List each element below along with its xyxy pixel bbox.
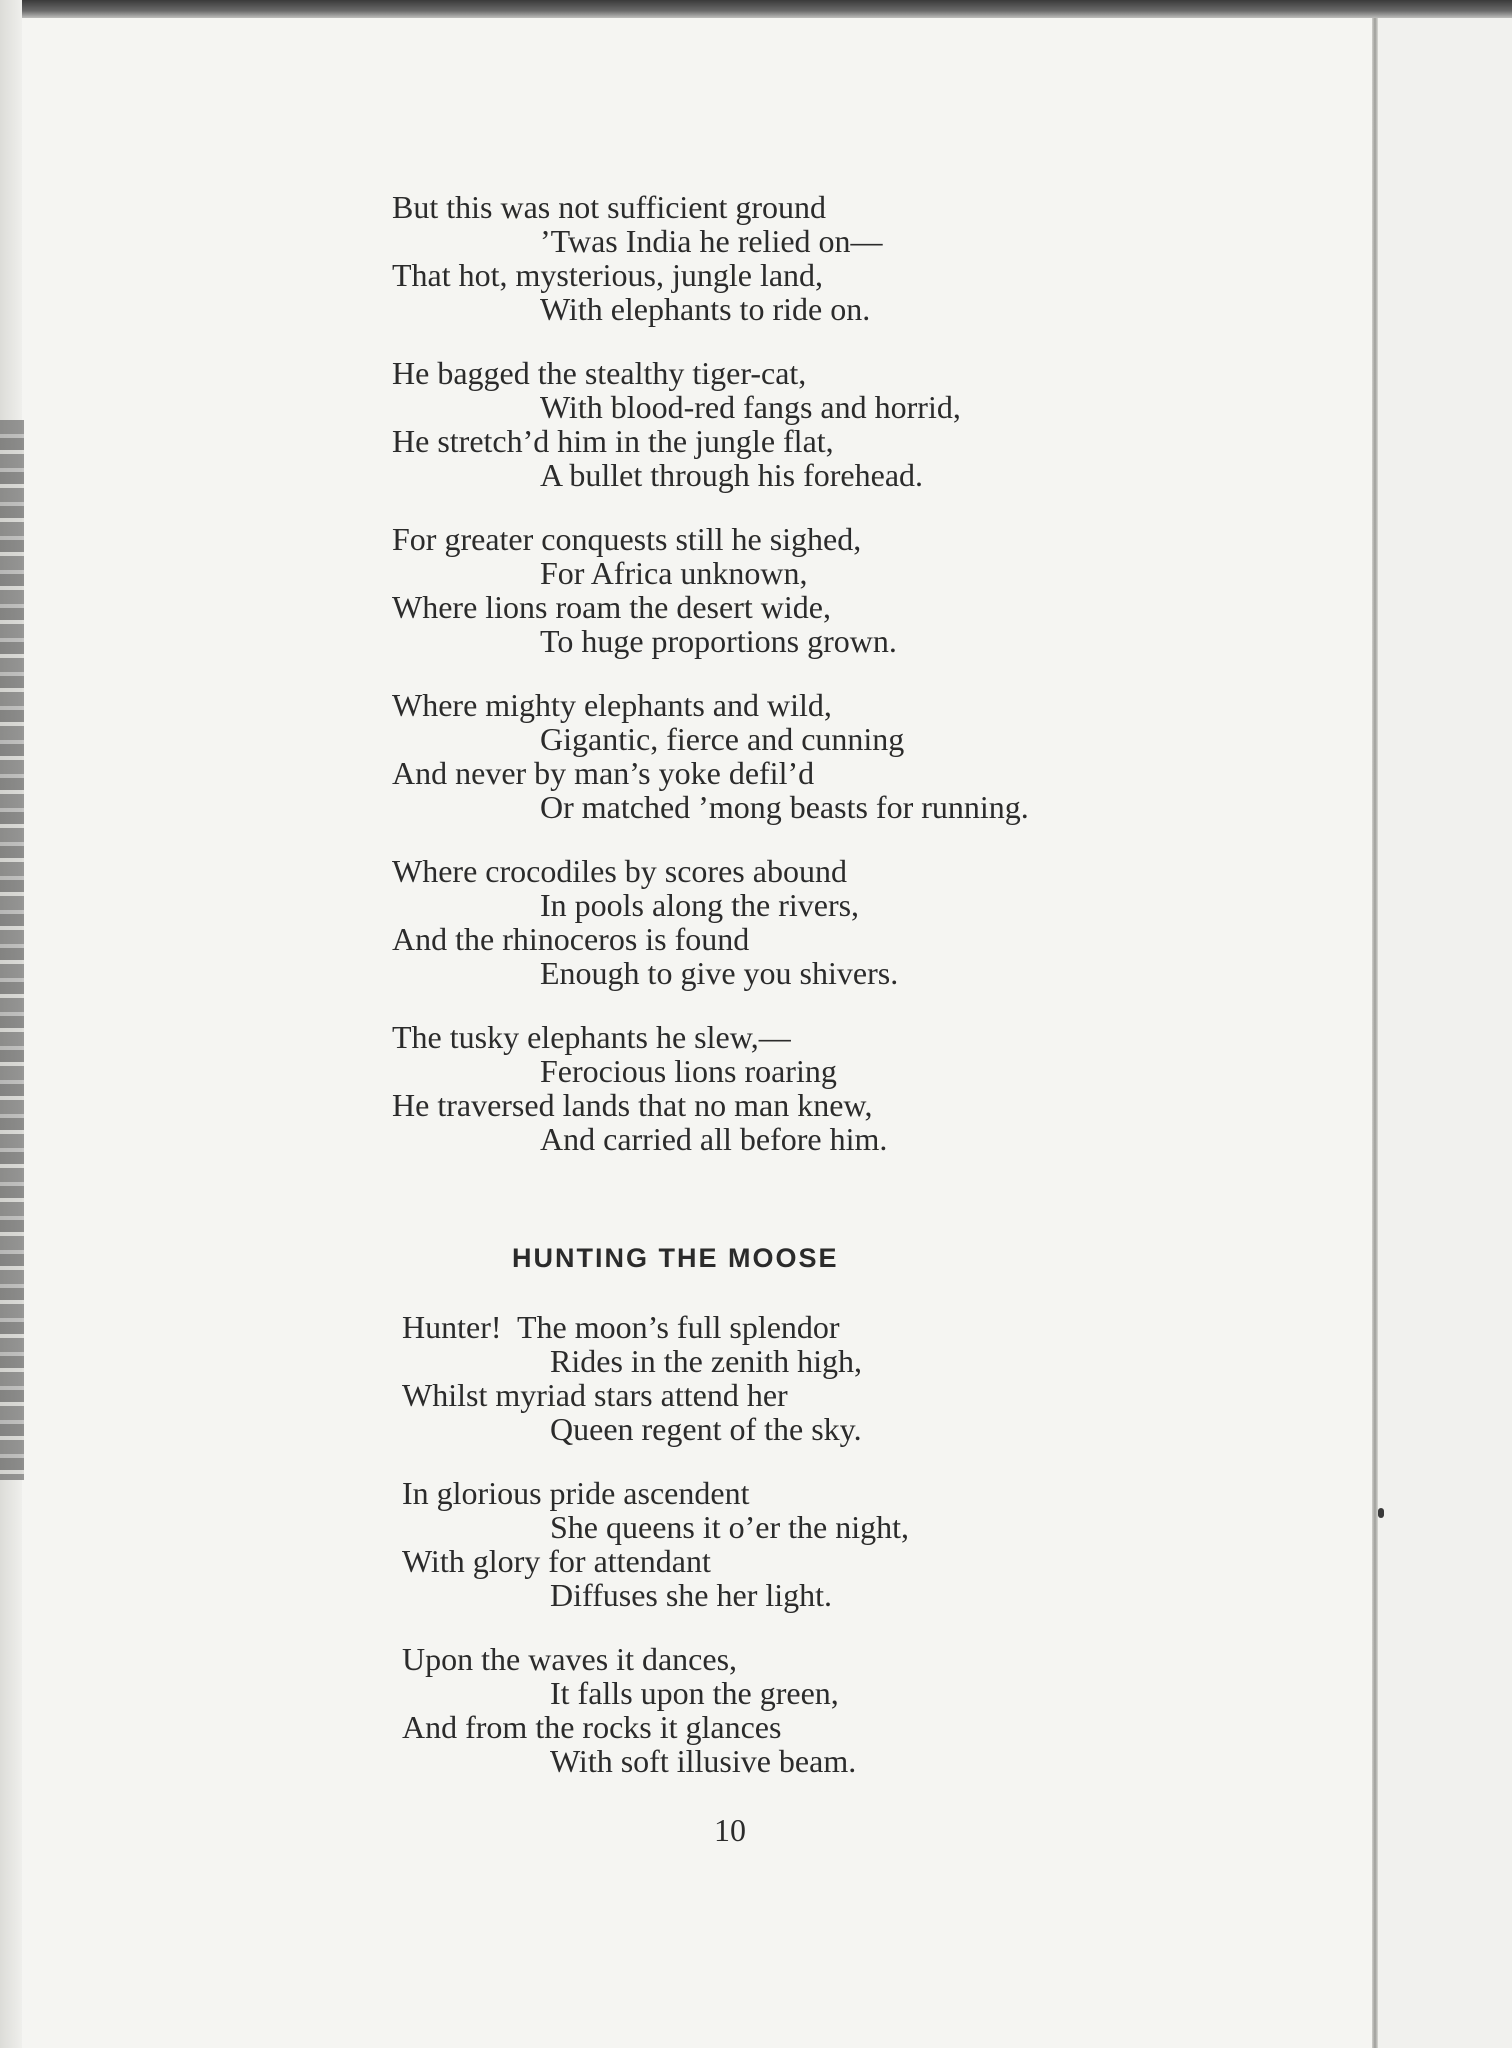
poem-line: With blood-red fangs and horrid,: [540, 389, 961, 425]
stanza: [392, 1020, 1292, 1156]
poem-line: ’Twas India he relied on—: [540, 223, 883, 259]
stanza: [392, 688, 1292, 824]
poem-line: It falls upon the green,: [550, 1675, 839, 1711]
poem-line: A bullet through his forehead.: [540, 457, 924, 493]
poem-line: Or matched ’mong beasts for running.: [540, 789, 1029, 825]
stanza: [402, 1642, 1292, 1778]
poem-line: With elephants to ride on.: [540, 291, 871, 327]
ink-speck: [1378, 1508, 1384, 1518]
stanza: [392, 190, 1292, 326]
poem-line: Queen regent of the sky.: [550, 1411, 862, 1447]
stanza: [402, 1476, 1292, 1612]
poem-line: For Africa unknown,: [540, 555, 808, 591]
spine-bleedthrough: [0, 420, 24, 1480]
poem-line: Where lions roam the desert wide,: [392, 589, 831, 625]
facing-page-edge: [1378, 18, 1512, 2048]
poem-line: He traversed lands that no man knew,: [392, 1087, 873, 1123]
stanza: [392, 356, 1292, 492]
poem-line: Ferocious lions roaring: [540, 1053, 837, 1089]
poem-line: And from the rocks it glances: [402, 1709, 782, 1745]
poem-part-2: [392, 1310, 1292, 1778]
poem-line: Upon the waves it dances,: [402, 1641, 738, 1677]
poem-line: Rides in the zenith high,: [550, 1343, 862, 1379]
poem-line: To huge proportions grown.: [540, 623, 897, 659]
poem-body: [392, 190, 1292, 1808]
poem-line: For greater conquests still he sighed,: [392, 521, 862, 557]
poem-line: He bagged the stealthy tiger-cat,: [392, 355, 807, 391]
stanza: [402, 1310, 1292, 1446]
stanza: [392, 522, 1292, 658]
poem-line: And never by man’s yoke defil’d: [392, 755, 815, 791]
poem-line: Whilst myriad stars attend her: [402, 1377, 788, 1413]
poem-line: And carried all before him.: [540, 1121, 888, 1157]
scan-top-edge: [0, 0, 1512, 18]
poem-line: She queens it o’er the night,: [550, 1509, 910, 1545]
poem-line: He stretch’d him in the jungle flat,: [392, 423, 834, 459]
poem-line: In pools along the rivers,: [540, 887, 860, 923]
poem-line: And the rhinoceros is found: [392, 921, 750, 957]
poem-line: Diffuses she her light.: [550, 1577, 833, 1613]
stanza: [392, 854, 1292, 990]
poem-line: With glory for attendant: [402, 1543, 711, 1579]
poem-line: But this was not sufficient ground: [392, 189, 827, 225]
page-number: 10: [714, 1812, 746, 1848]
poem-line: Where mighty elephants and wild,: [392, 687, 832, 723]
poem-line: Hunter! The moon’s full splendor: [402, 1309, 840, 1345]
poem-part-1: [392, 190, 1292, 1156]
poem-line: In glorious pride ascendent: [402, 1475, 750, 1511]
poem-line: The tusky elephants he slew,—: [392, 1019, 791, 1055]
section-title: HUNTING THE MOOSE: [512, 1243, 839, 1273]
poem-line: Gigantic, fierce and cunning: [540, 721, 905, 757]
poem-line: With soft illusive beam.: [550, 1743, 857, 1779]
poem-line: That hot, mysterious, jungle land,: [392, 257, 824, 293]
poem-line: Enough to give you shivers.: [540, 955, 899, 991]
poem-line: Where crocodiles by scores abound: [392, 853, 847, 889]
